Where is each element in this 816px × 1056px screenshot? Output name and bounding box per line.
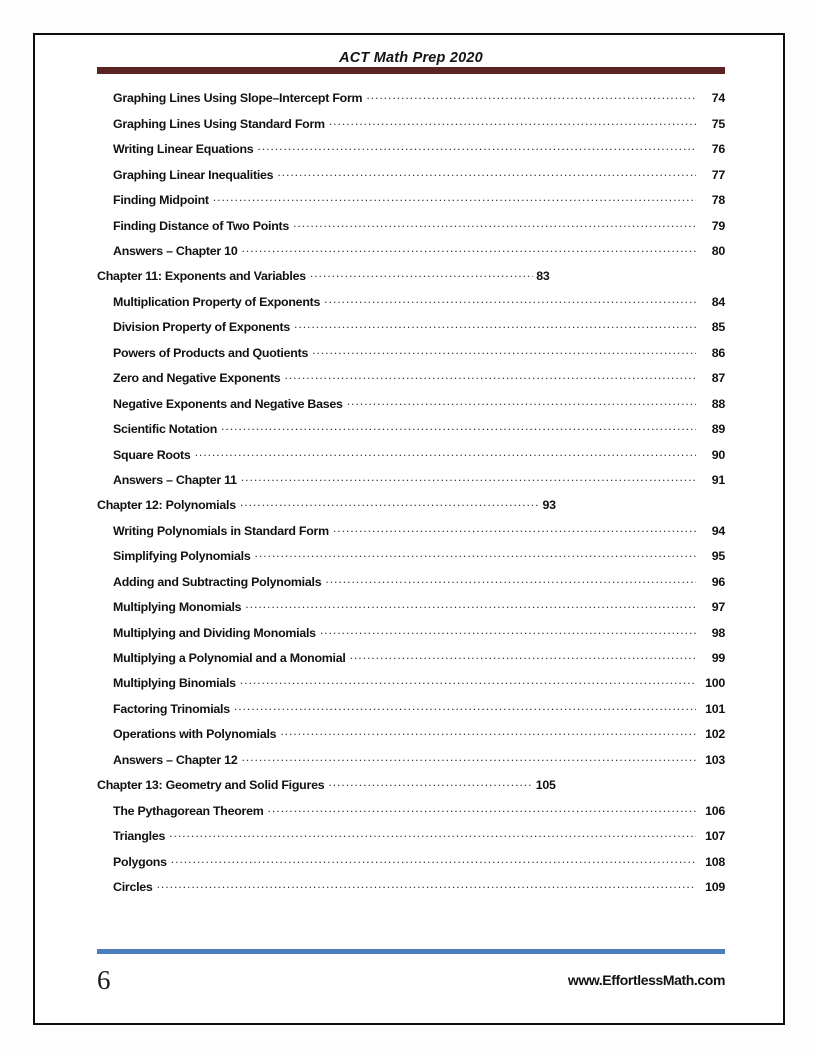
toc-dot-leader: [280, 726, 696, 738]
toc-dot-leader: [366, 90, 696, 102]
toc-entry-title: Multiplying Monomials: [113, 600, 242, 615]
toc-section-entry[interactable]: [97, 675, 725, 700]
toc-entry-page-number: 96: [711, 574, 725, 589]
toc-entry-title: Multiplying and Dividing Monomials: [113, 625, 316, 640]
toc-entry-page-number: 106: [705, 803, 725, 818]
toc-dot-leader: [333, 522, 696, 534]
toc-entry-page-number: 99: [711, 651, 725, 666]
toc-section-entry[interactable]: [97, 802, 725, 827]
toc-entry-title: Finding Midpoint: [113, 193, 209, 208]
toc-section-entry[interactable]: [97, 828, 725, 853]
toc-section-entry[interactable]: [97, 243, 725, 268]
toc-dot-leader: [240, 497, 540, 509]
table-of-contents: [97, 90, 725, 904]
toc-section-entry[interactable]: [97, 141, 725, 166]
toc-entry-page-number: 74: [711, 91, 725, 106]
toc-entry-page-number: 91: [711, 472, 725, 487]
toc-entry-title: Graphing Linear Inequalities: [113, 167, 274, 182]
toc-entry-title: Answers – Chapter 11: [113, 472, 237, 487]
toc-section-entry[interactable]: [97, 726, 725, 751]
toc-dot-leader: [284, 370, 696, 382]
toc-dot-leader: [234, 701, 696, 713]
toc-section-entry[interactable]: [97, 624, 725, 649]
toc-dot-leader: [169, 828, 696, 840]
toc-section-entry[interactable]: [97, 573, 725, 598]
toc-section-entry[interactable]: [97, 472, 725, 497]
toc-entry-title: Operations with Polynomials: [113, 727, 277, 742]
toc-dot-leader: [268, 802, 696, 814]
toc-entry-title: Graphing Lines Using Standard Form: [113, 116, 325, 131]
toc-entry-page-number: 77: [711, 167, 725, 182]
toc-section-entry[interactable]: [97, 395, 725, 420]
toc-section-entry[interactable]: [97, 751, 725, 776]
toc-entry-page-number: 97: [711, 600, 725, 615]
footer-website: www.EffortlessMath.com: [567, 972, 725, 988]
toc-dot-leader: [257, 141, 696, 153]
toc-entry-title: Multiplying Binomials: [113, 676, 236, 691]
toc-dot-leader: [293, 217, 696, 229]
toc-entry-page-number: 84: [711, 294, 725, 309]
toc-section-entry[interactable]: [97, 217, 725, 242]
toc-section-entry[interactable]: [97, 650, 725, 675]
toc-section-entry[interactable]: [97, 879, 725, 904]
toc-entry-page-number: 98: [711, 625, 725, 640]
toc-entry-page-number: 87: [711, 371, 725, 386]
toc-section-entry[interactable]: [97, 853, 725, 878]
toc-chapter-entry[interactable]: [97, 268, 725, 293]
toc-entry-page-number: 90: [711, 447, 725, 462]
toc-entry-page-number: 102: [705, 727, 725, 742]
toc-entry-page-number: 108: [705, 854, 725, 869]
toc-dot-leader: [320, 624, 696, 636]
toc-entry-page-number: 79: [711, 218, 725, 233]
toc-entry-page-number: 88: [711, 396, 725, 411]
toc-entry-page-number: 78: [711, 193, 725, 208]
toc-section-entry[interactable]: [97, 166, 725, 191]
toc-chapter-entry[interactable]: [97, 497, 725, 522]
toc-entry-page-number: 76: [711, 142, 725, 157]
toc-entry-page-number: 80: [711, 244, 725, 259]
toc-entry-page-number: 86: [711, 345, 725, 360]
toc-dot-leader: [221, 421, 696, 433]
toc-dot-leader: [294, 319, 696, 331]
header-rule: [97, 67, 725, 74]
toc-dot-leader: [245, 599, 696, 611]
toc-entry-page-number: 95: [711, 549, 725, 564]
toc-dot-leader: [171, 853, 696, 865]
toc-dot-leader: [157, 879, 696, 891]
toc-entry-title: Polygons: [113, 854, 167, 869]
toc-dot-leader: [277, 166, 696, 178]
toc-entry-title: Triangles: [113, 829, 166, 844]
toc-section-entry[interactable]: [97, 370, 725, 395]
toc-dot-leader: [254, 548, 696, 560]
toc-entry-title: Multiplying a Polynomial and a Monomial: [113, 651, 346, 666]
toc-entry-title: Answers – Chapter 10: [113, 244, 238, 259]
toc-section-entry[interactable]: [97, 115, 725, 140]
toc-entry-title: Factoring Trinomials: [113, 701, 230, 716]
toc-chapter-entry[interactable]: [97, 777, 725, 802]
toc-section-entry[interactable]: [97, 344, 725, 369]
toc-dot-leader: [241, 751, 696, 763]
toc-section-entry[interactable]: [97, 599, 725, 624]
toc-dot-leader: [325, 573, 696, 585]
toc-section-entry[interactable]: [97, 90, 725, 115]
toc-entry-title: Circles: [113, 879, 153, 894]
toc-dot-leader: [195, 446, 696, 458]
toc-entry-title: Chapter 13: Geometry and Solid Figures: [97, 778, 325, 793]
toc-section-entry[interactable]: [97, 701, 725, 726]
toc-dot-leader: [350, 650, 696, 662]
toc-entry-title: Zero and Negative Exponents: [113, 371, 281, 386]
toc-entry-title: Chapter 12: Polynomials: [97, 498, 236, 513]
toc-entry-title: Finding Distance of Two Points: [113, 218, 290, 233]
footer-rule: [97, 949, 725, 954]
toc-section-entry[interactable]: [97, 421, 725, 446]
toc-entry-page-number: 83: [536, 269, 550, 284]
toc-entry-title: Simplifying Polynomials: [113, 549, 251, 564]
toc-entry-page-number: 105: [535, 778, 556, 793]
toc-entry-title: Division Property of Exponents: [113, 320, 291, 335]
toc-entry-title: Writing Linear Equations: [113, 142, 254, 157]
toc-entry-page-number: 101: [705, 701, 725, 716]
footer-page-number: 6: [97, 964, 111, 995]
toc-section-entry[interactable]: [97, 446, 725, 471]
toc-dot-leader: [241, 472, 696, 484]
toc-entry-title: Answers – Chapter 12: [113, 752, 238, 767]
toc-dot-leader: [312, 344, 696, 356]
page-header: [97, 50, 725, 66]
page-border: [33, 33, 785, 1025]
toc-entry-title: Square Roots: [113, 447, 191, 462]
toc-entry-title: Chapter 11: Exponents and Variables: [97, 269, 306, 284]
toc-dot-leader: [310, 268, 533, 280]
toc-entry-title: Writing Polynomials in Standard Form: [113, 523, 329, 538]
toc-entry-page-number: 103: [705, 752, 725, 767]
toc-dot-leader: [329, 115, 696, 127]
toc-entry-title: The Pythagorean Theorem: [113, 803, 264, 818]
toc-entry-title: Negative Exponents and Negative Bases: [113, 396, 343, 411]
toc-dot-leader: [241, 243, 696, 255]
toc-entry-title: Scientific Notation: [113, 422, 218, 437]
toc-dot-leader: [240, 675, 696, 687]
toc-dot-leader: [324, 294, 696, 306]
toc-section-entry[interactable]: [97, 192, 725, 217]
toc-entry-title: Powers of Products and Quotients: [113, 345, 309, 360]
toc-entry-page-number: 93: [542, 498, 556, 513]
toc-section-entry[interactable]: [97, 548, 725, 573]
toc-entry-page-number: 109: [705, 879, 725, 894]
toc-entry-page-number: 75: [711, 116, 725, 131]
toc-dot-leader: [347, 395, 696, 407]
toc-entry-page-number: 85: [711, 320, 725, 335]
toc-dot-leader: [213, 192, 696, 204]
page-footer: [97, 960, 725, 1000]
toc-entry-title: Graphing Lines Using Slope–Intercept Form: [113, 91, 363, 106]
toc-section-entry[interactable]: [97, 294, 725, 319]
toc-section-entry[interactable]: [97, 319, 725, 344]
toc-entry-title: Multiplication Property of Exponents: [113, 294, 321, 309]
toc-dot-leader: [328, 777, 532, 789]
toc-section-entry[interactable]: [97, 522, 725, 547]
toc-entry-page-number: 89: [711, 422, 725, 437]
toc-entry-page-number: 94: [711, 523, 725, 538]
header-title: ACT Math Prep 2020: [339, 50, 483, 66]
toc-entry-page-number: 107: [705, 829, 725, 844]
toc-entry-page-number: 100: [705, 676, 725, 691]
toc-entry-title: Adding and Subtracting Polynomials: [113, 574, 322, 589]
